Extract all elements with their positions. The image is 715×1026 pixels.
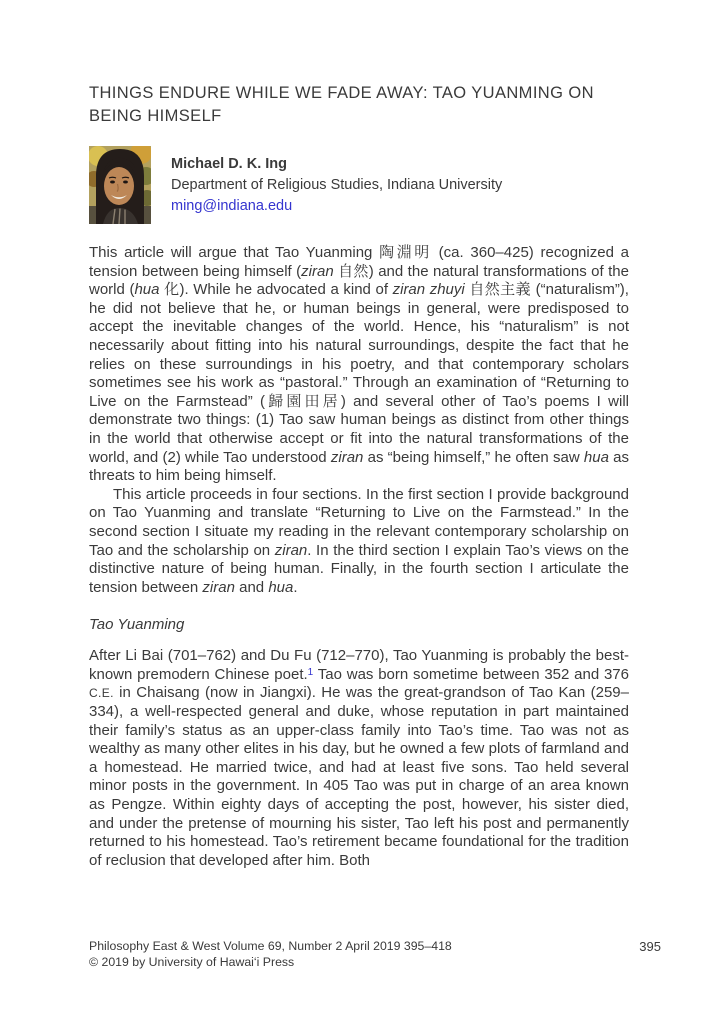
section-heading-tao-yuanming: Tao Yuanming <box>89 616 185 634</box>
paragraph-section-overview <box>89 486 629 598</box>
paragraph-biography <box>89 647 629 870</box>
author-affiliation: Department of Religious Studies, Indiana University <box>171 177 503 193</box>
article-title: THINGS ENDURE WHILE WE FADE AWAY: TAO YUANMING ON BEING HIMSELF <box>89 84 594 125</box>
text-run: as “being himself,” he often saw <box>363 448 584 466</box>
text-run: 化). While he advocated a kind of <box>159 281 393 299</box>
paragraph-abstract <box>89 244 629 486</box>
journal-citation-line: Philosophy East & West Volume 69, Number 2 April 2019 395–418 <box>89 939 452 953</box>
text-run: Tao was born sometime between 352 and 376 <box>313 665 629 683</box>
author-block <box>89 146 502 224</box>
text-run: in Chaisang (now in Jiangxi). He was the great-grandson of Tao Kan (259–334), a well-respected general and duke, whose reputation in part maintained their family’s status as an upper-class family into Tao’s time. Tao was not as wealthy as many other elites in his day, but he owned a few plots of farmland and a homestead. He married twice, and had at least five sons. Tao held several minor posts in the government. In 405 Tao was put in charge of an area known as Pengze. Within eighty days of accepting the post, however, his sister died, and under the pretense of mourning his sister, Tao left his post and permanently returned to his homestead. Tao’s retirement became foundational for the tradition of reclusion that developed after him. Both <box>89 684 629 869</box>
page-number: 395 <box>639 939 661 954</box>
text-run: This article will argue that Tao Yuanming 陶淵明 (ca. 360–425) recognized a tension between being himself ( <box>89 244 629 280</box>
text-run: as threats to him being himself. <box>89 448 630 485</box>
author-name: Michael D. K. Ing <box>171 156 288 172</box>
italic-term: hua <box>134 281 160 299</box>
author-meta <box>171 146 502 217</box>
italic-term: ziran <box>330 448 364 466</box>
italic-term: hua <box>268 578 294 596</box>
author-photo <box>89 146 151 224</box>
author-photo-image <box>89 146 151 224</box>
journal-footer <box>89 938 452 970</box>
footnote-link[interactable]: 1 <box>307 666 314 678</box>
copyright-line: © 2019 by University of Hawai‘i Press <box>89 955 295 969</box>
text-run: 自然) and the natural transformations of the world ( <box>89 262 629 299</box>
italic-term: ziran <box>274 541 308 559</box>
text-run: and <box>234 578 269 596</box>
author-email-link[interactable]: ming@indiana.edu <box>171 198 293 214</box>
italic-term: ziran <box>301 262 334 280</box>
text-run: This article proceeds in four sections. In the first section I provide background on Tao Yuanming and translate “Returning to Live on the Farmstead.” In the second section I situate my reading in the relevant contemporary scholarship on Tao and the scholarship on <box>89 485 629 559</box>
text-run: . <box>293 578 298 596</box>
article-body <box>89 244 629 870</box>
text-run: After Li Bai (701–762) and Du Fu (712–770), Tao Yuanming is probably the best-known premodern Chinese poet. <box>89 647 629 683</box>
smallcaps-era: C.E. <box>89 686 114 701</box>
italic-term: ziran zhuyi <box>392 281 465 299</box>
italic-term: ziran <box>202 578 235 596</box>
text-run: 自然主義 (“naturalism”), he did not believe that he, or human beings in general, were predisposed to accept the inevitable changes of the world. Hence, his “naturalism” is not necessarily about fitting into his natural surroundings, despite the fact that he relies on these surroundings in his poetry, and that contemporary scholars sometimes see his work as “pastoral.” Through an examination of “Returning to Live on the Farmstead” (歸園田居) and several other of Tao’s poems I will demonstrate two things: (1) Tao saw human beings as distinct from other things in the world that otherwise accept or fit into the natural transformations of the world, and (2) while Tao understood <box>89 281 629 466</box>
text-run: . In the third section I explain Tao’s views on the distinctive nature of being human. Finally, in the fourth section I articulate the tension between <box>89 541 629 596</box>
italic-term: hua <box>583 448 609 466</box>
